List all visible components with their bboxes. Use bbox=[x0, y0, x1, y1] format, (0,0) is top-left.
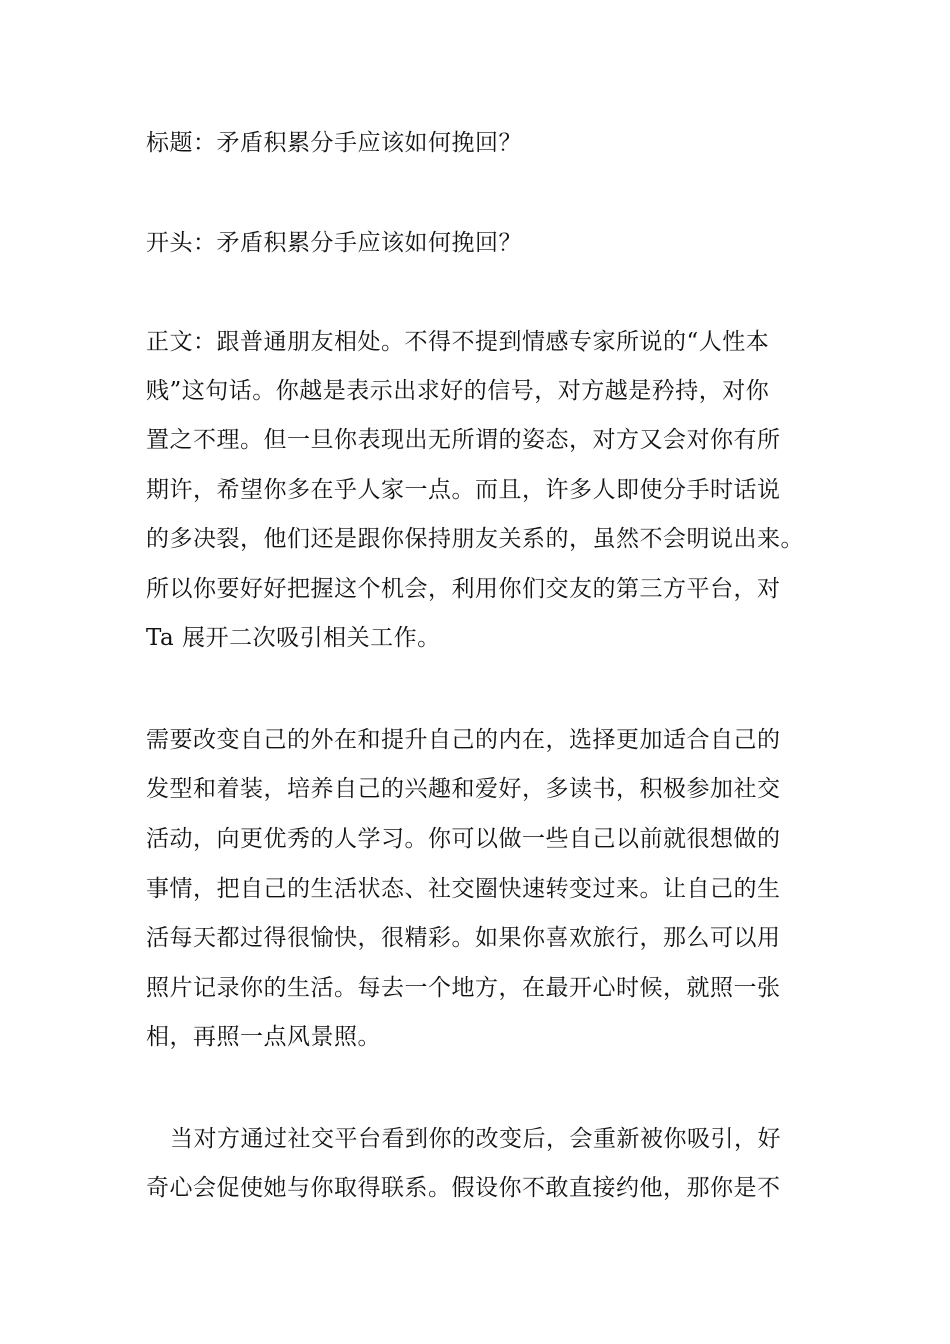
body-paragraph-1-line: 正文：跟普通朋友相处。不得不提到情感专家所说的“人性本 bbox=[146, 329, 770, 355]
body-paragraph-2-line: 事情，把自己的生活状态、社交圈快速转变过来。让自己的生 bbox=[146, 876, 781, 902]
body-paragraph-1-line: 贱”这句话。你越是表示出求好的信号，对方越是矜持，对你 bbox=[146, 378, 770, 404]
body-paragraph-1-line: 期许，希望你多在乎人家一点。而且，许多人即使分手时话说 bbox=[146, 477, 781, 503]
title-line: 标题：矛盾积累分手应该如何挽回？ bbox=[146, 130, 522, 156]
body-paragraph-3-line: 当对方通过社交平台看到你的改变后，会重新被你吸引，好 bbox=[170, 1126, 781, 1152]
body-paragraph-2-line: 需要改变自己的外在和提升自己的内在，选择更加适合自己的 bbox=[146, 727, 781, 753]
body-paragraph-2-line: 发型和着装，培养自己的兴趣和爱好，多读书，积极参加社交 bbox=[146, 776, 781, 802]
body-paragraph-1-line: 所以你要好好把握这个机会，利用你们交友的第三方平台，对 bbox=[146, 576, 781, 602]
body-paragraph-1-line: 置之不理。但一旦你表现出无所谓的姿态，对方又会对你有所 bbox=[146, 427, 781, 453]
body-paragraph-3-line: 奇心会促使她与你取得联系。假设你不敢直接约他，那你是不 bbox=[146, 1175, 781, 1201]
body-paragraph-1-line: Ta 展开二次吸引相关工作。 bbox=[146, 625, 441, 651]
opening-line: 开头：矛盾积累分手应该如何挽回？ bbox=[146, 230, 522, 256]
body-paragraph-2-line: 活动，向更优秀的人学习。你可以做一些自己以前就很想做的 bbox=[146, 826, 781, 852]
body-paragraph-2-line: 相，再照一点风景照。 bbox=[146, 1024, 381, 1050]
body-paragraph-2-line: 照片记录你的生活。每去一个地方，在最开心时候，就照一张 bbox=[146, 975, 781, 1001]
body-paragraph-1-line: 的多决裂，他们还是跟你保持朋友关系的，虽然不会明说出来。 bbox=[146, 526, 804, 552]
body-paragraph-2-line: 活每天都过得很愉快，很精彩。如果你喜欢旅行，那么可以用 bbox=[146, 925, 781, 951]
